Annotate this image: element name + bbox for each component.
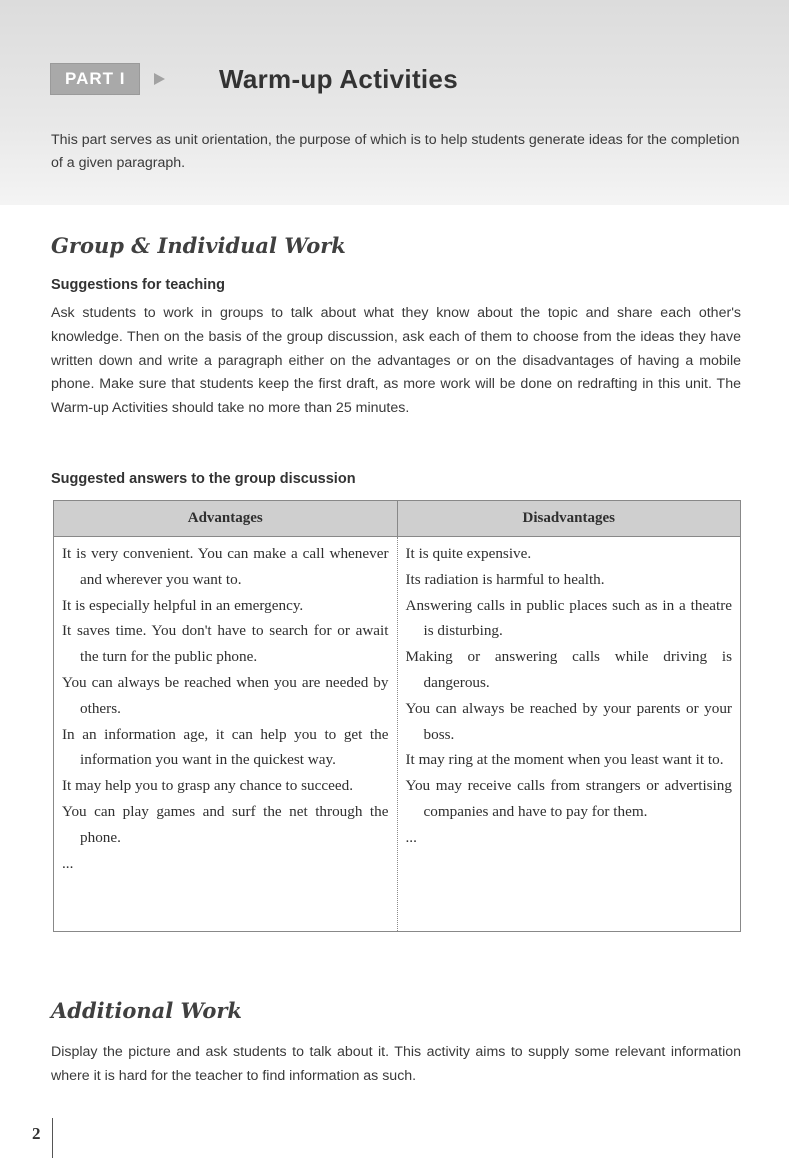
answers-table: [53, 500, 741, 932]
advantage-item: It saves time. You don't have to search for or await the turn for the public phone.: [62, 622, 389, 666]
page-title: Warm-up Activities: [219, 64, 458, 94]
suggestions-heading: Suggestions for teaching: [51, 277, 226, 293]
advantage-item: You can play games and surf the net through the phone.: [62, 802, 389, 846]
answers-heading: Suggested answers to the group discussion: [51, 471, 356, 487]
table-row: [54, 537, 741, 932]
advantage-item: It is very convenient. You can make a call whenever and wherever you want to.: [62, 545, 389, 588]
disadvantage-item: ...: [405, 828, 417, 846]
page-number: 2: [32, 1124, 41, 1143]
advantages-header: Advantages: [54, 501, 398, 537]
advantage-item: You can always be reached when you are needed by others.: [62, 673, 389, 717]
disadvantage-item: Answering calls in public places such as in a theatre is disturbing.: [405, 596, 732, 640]
advantages-column: [54, 537, 398, 932]
disadvantage-item: Its radiation is harmful to health.: [405, 570, 605, 588]
suggestions-paragraph: Ask students to work in groups to talk about what they know about the topic and share each other's knowledge. Then on the basis of the group discussion, ask each of them to choose from the ideas they have written down and write a paragraph either on the advantages or on the disadvantages of having a mobile phone. Make sure that students keep the first draft, as more work will be done on redrafting in this unit. The Warm-up Activities should take no more than 25 minutes.: [51, 305, 741, 417]
footer-rule: [52, 1118, 53, 1158]
table-header-row: [54, 501, 741, 537]
disadvantage-item: You may receive calls from strangers or advertising companies and have to pay for them.: [405, 777, 732, 820]
part-label-row: [50, 62, 165, 96]
disadvantage-item: Making or answering calls while driving is dangerous.: [405, 648, 732, 691]
disadvantage-item: It is quite expensive.: [405, 545, 532, 562]
advantage-item: ...: [62, 854, 74, 872]
additional-work-paragraph: Display the picture and ask students to talk about it. This activity aims to supply some relevant information where it is hard for the teacher to find information as such.: [51, 1044, 741, 1084]
intro-paragraph: This part serves as unit orientation, the purpose of which is to help students generate ideas for the completion of a given paragraph.: [51, 132, 740, 171]
disadvantages-header: Disadvantages: [397, 501, 741, 537]
disadvantage-item: You can always be reached by your parents or your boss.: [405, 699, 732, 743]
disadvantages-column: [397, 537, 741, 932]
group-work-heading: Group & Individual Work: [51, 233, 346, 258]
additional-work-heading: Additional Work: [51, 998, 242, 1023]
part-badge: PART I: [50, 63, 140, 95]
advantage-item: In an information age, it can help you to get the information you want in the quickest way.: [62, 725, 389, 769]
disadvantage-item: It may ring at the moment when you least want it to.: [405, 751, 724, 769]
play-arrow-icon: [154, 73, 165, 85]
advantage-item: It is especially helpful in an emergency.: [62, 596, 304, 614]
advantage-item: It may help you to grasp any chance to succeed.: [62, 777, 353, 795]
